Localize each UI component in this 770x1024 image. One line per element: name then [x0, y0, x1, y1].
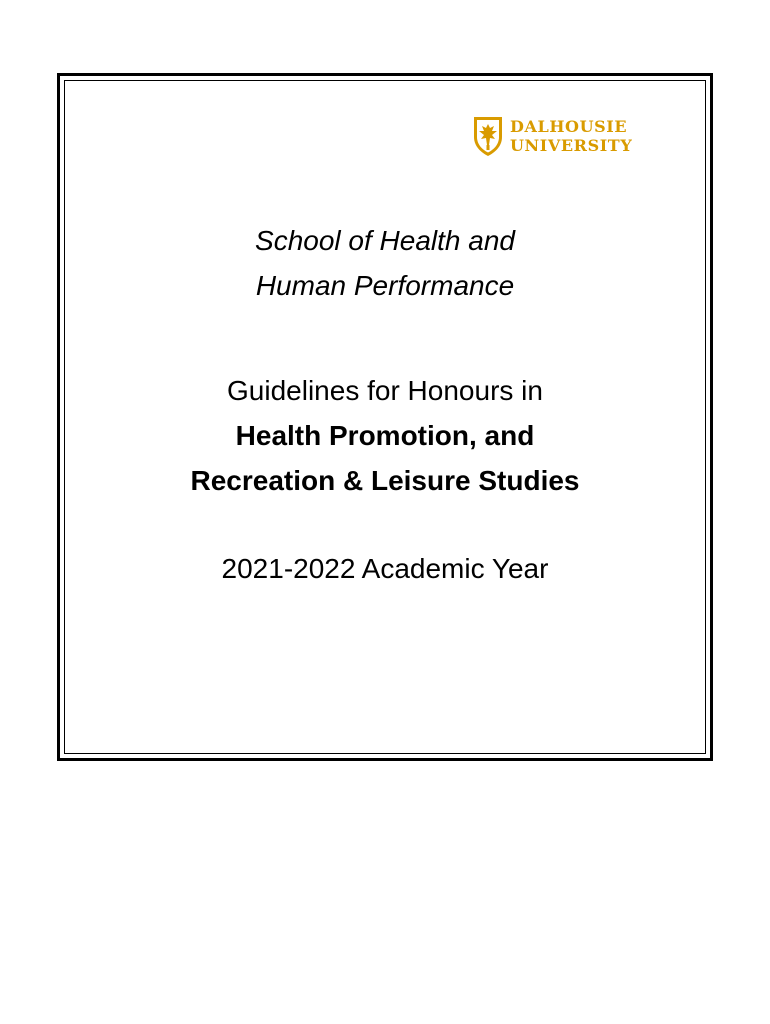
- logo-line-dalhousie: DALHOUSIE: [510, 117, 628, 136]
- program-line-1: Health Promotion, and: [235, 420, 535, 451]
- document-title: [60, 368, 710, 503]
- academic-year-text: 2021-2022 Academic Year: [221, 553, 549, 584]
- university-wordmark: [510, 117, 632, 155]
- school-name: [60, 218, 710, 308]
- logo-line-university: UNIVERSITY: [510, 136, 633, 155]
- dalhousie-shield-icon: [472, 115, 504, 157]
- school-name-line-2: Human Performance: [255, 270, 515, 301]
- academic-year: [60, 546, 710, 591]
- program-line-2: Recreation & Leisure Studies: [190, 465, 580, 496]
- guidelines-line: Guidelines for Honours in: [227, 375, 543, 406]
- university-logo: [472, 115, 632, 157]
- school-name-line-1: School of Health and: [255, 225, 515, 256]
